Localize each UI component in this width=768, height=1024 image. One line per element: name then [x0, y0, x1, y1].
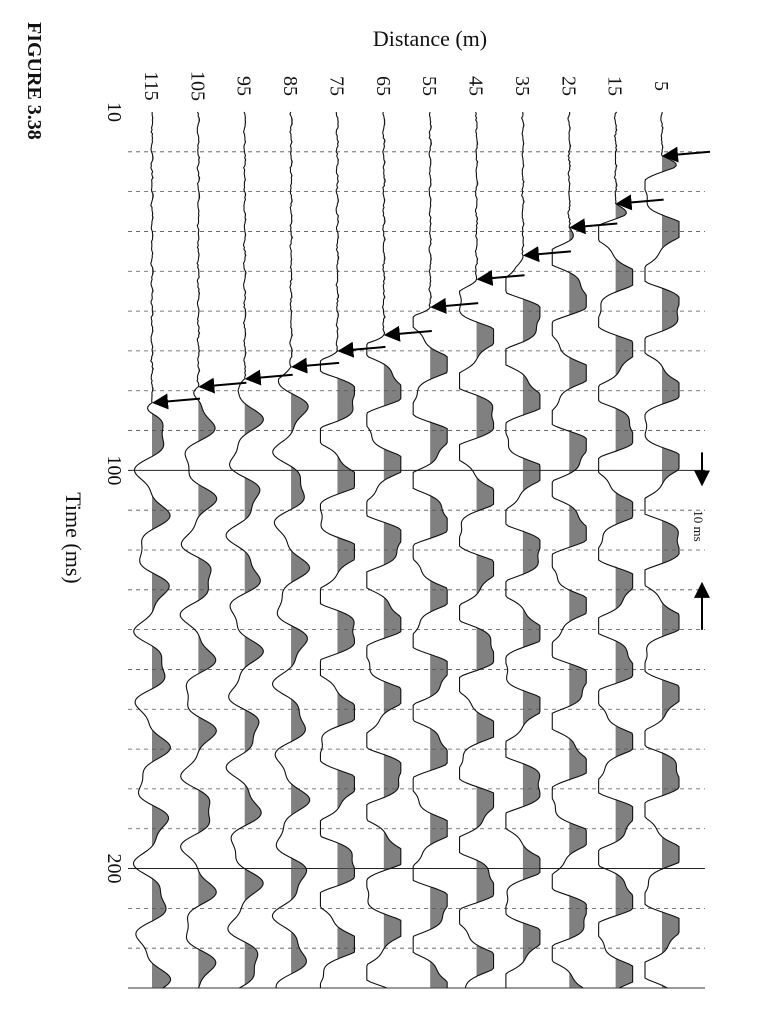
- distance-tick-label: 25: [557, 76, 580, 96]
- first-break-arrow: [154, 399, 200, 403]
- traces-layer: [134, 112, 679, 988]
- figure-label: FIGURE 3.38: [23, 22, 45, 140]
- first-break-arrow: [664, 152, 710, 156]
- first-break-arrow: [339, 347, 385, 351]
- time-tick-label: 10: [103, 102, 125, 122]
- distance-tick-label: 105: [186, 71, 209, 101]
- distance-tick-label: 95: [232, 76, 255, 96]
- time-axis-label: Time (ms): [61, 492, 86, 584]
- distance-tick-label: 15: [603, 76, 626, 96]
- labels-layer: [23, 22, 706, 884]
- scale-bar-label: 10 ms: [691, 510, 706, 542]
- trace-fill: [523, 112, 540, 988]
- first-break-arrow: [432, 303, 478, 307]
- first-break-arrow: [479, 275, 525, 279]
- trace-fill: [245, 112, 264, 988]
- first-break-arrow: [247, 375, 293, 379]
- distance-tick-label: 5: [650, 81, 672, 91]
- first-break-arrow: [293, 363, 339, 367]
- time-tick-label: 100: [103, 455, 125, 486]
- distance-tick-label: 85: [279, 76, 302, 96]
- distance-tick-label: 75: [325, 76, 348, 96]
- distance-tick-label: 115: [140, 71, 162, 101]
- first-break-arrow: [386, 331, 432, 335]
- time-tick-label: 200: [103, 853, 125, 884]
- first-break-arrow: [525, 251, 571, 255]
- trace-fill: [662, 112, 679, 988]
- first-break-arrow: [571, 223, 617, 227]
- distance-axis-label: Distance (m): [372, 26, 488, 51]
- distance-tick-label: 45: [464, 76, 487, 96]
- first-break-arrow: [618, 200, 664, 204]
- trace-fill: [384, 112, 401, 988]
- distance-tick-label: 65: [371, 76, 394, 96]
- distance-tick-label: 35: [510, 76, 533, 96]
- distance-tick-label: 55: [418, 76, 441, 96]
